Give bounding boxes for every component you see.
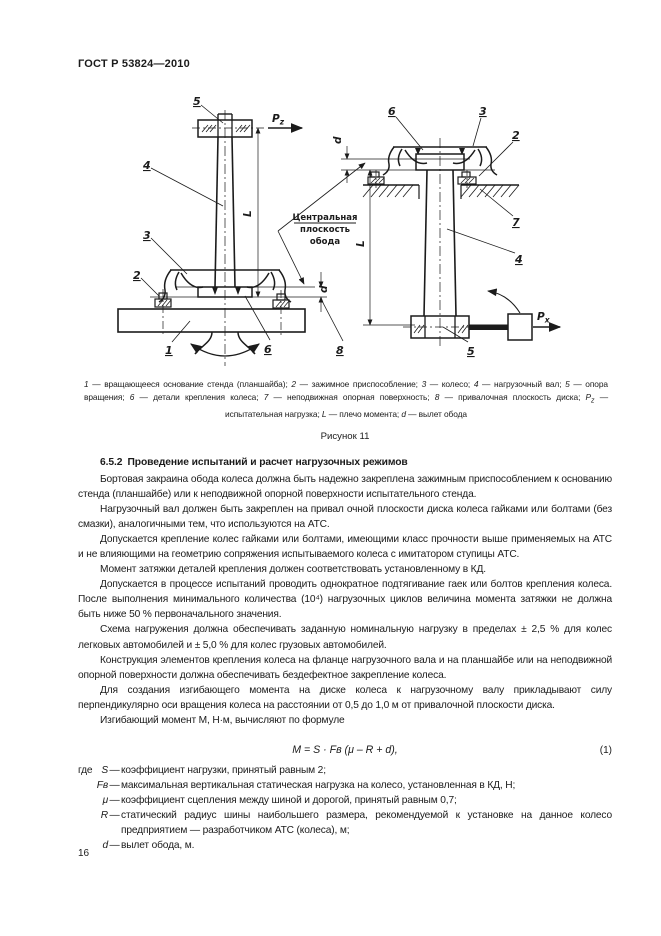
figure-label-2-right: 2	[512, 129, 520, 142]
page-number: 16	[78, 848, 90, 859]
formula-row	[78, 744, 612, 760]
section-title: Проведение испытаний и расчет нагрузочных режимов	[127, 457, 408, 468]
paragraph: Момент затяжки деталей крепления должен соответствовать установленному в КД.	[100, 564, 486, 576]
formula-number: (1)	[599, 745, 612, 756]
formula-definitions	[78, 764, 612, 853]
definition-row: μ — коэффициент сцепления между шиной и дорогой, принятый равным 0,7;	[102, 794, 457, 806]
definition-row: где S — коэффициент нагрузки, принятый равным 2;	[78, 765, 326, 776]
formula-expression: M = S · Fв (μ – R + d),	[292, 744, 398, 756]
left-diagram	[118, 105, 343, 366]
definition-row: Fв — максимальная вертикальная статическая нагрузка на колесо, установленная в КД, Н;	[96, 779, 516, 791]
center-plane-callout	[278, 163, 365, 284]
definition-row: d — вылет обода, м.	[102, 839, 195, 851]
center-plane-label-line2: плоскость	[300, 225, 350, 235]
left-moment-arm-label: L	[242, 210, 254, 217]
figure-title: Рисунок 11	[320, 431, 370, 442]
figure-label-7: 7	[512, 216, 520, 229]
paragraph: Допускается в процессе испытаний проводить однократное подтягивание гаек или болтов крепления колеса. После выполнения минимального количества (10⁴) нагрузочных циклов величина момента затяжки не должна быть ниже 50 % первоначального значения.	[78, 579, 612, 621]
right-rim-offset-label: d	[332, 136, 344, 144]
figure-label-6: 6	[264, 343, 272, 356]
left-rim-offset-label: d	[318, 285, 330, 293]
paragraph: Конструкция элементов крепления колеса на фланце нагрузочного вала и на планшайбе или на неподвижной опорной поверхности должна обеспечивать бездефектное закрепление колеса.	[78, 654, 612, 681]
paragraph: Нагрузочный вал должен быть закреплен на привал очной плоскости диска колеса гайками или болтами (без смазки), аналогичными тем, что используются на АТС.	[78, 504, 612, 531]
paragraph: Изгибающий момент M, Н·м, вычисляют по формуле	[100, 714, 345, 726]
figure-label-4-right: 4	[515, 253, 523, 266]
document-header: ГОСТ Р 53824—2010	[78, 58, 190, 70]
center-plane-label-line1: Центральная	[292, 213, 358, 223]
figure-label-3: 3	[143, 229, 151, 242]
paragraph: Схема нагружения должна обеспечивать заданную номинальную нагрузку в пределах ± 2,5 % для колес легковых автомобилей и ± 5,0 % для колес грузовых автомобилей.	[78, 624, 612, 651]
right-diagram	[341, 117, 560, 348]
paragraph: Для создания изгибающего момента на диске колеса к нагрузочному валу прикладывают силу перпендикулярно оси вращения колеса на расстоянии от 0,5 до 1,0 м от привалочной плоскости диска.	[78, 684, 612, 711]
figure-11-drawing	[75, 84, 635, 374]
figure-label-2: 2	[133, 269, 141, 282]
definition-row: R — статический радиус шины наибольшего размера, рекомендуемой к установке на данное колесо предприятием — разработчиком АТС (колеса), м;	[100, 809, 612, 836]
figure-label-1: 1	[165, 344, 173, 357]
paragraph: Допускается крепление колес гайками или болтами, имеющими класс прочности выше применяемых на АТС и не влияющими на геометрию сопряжения испытываемого колеса с имитатором ступицы АТС.	[78, 534, 612, 561]
px-load-label: $P_x$	[537, 311, 550, 325]
pz-load-label: $P_z$	[272, 113, 285, 127]
figure-label-5: 5	[193, 95, 201, 108]
figure-label-5-right: 5	[467, 345, 475, 358]
paragraph: Бортовая закраина обода колеса должна быть надежно закреплена зажимным приспособлением к основанию стенда (планшайбе) или к неподвижной опорной поверхности испытательного стенда.	[78, 474, 612, 501]
figure-caption: 1 — вращающееся основание стенда (планшайба); 2 — зажимное приспособление; 3 — колесо; 4 — нагрузочный вал; 5 — опора вращения; 6 — детали крепления колеса; 7 — неподвижная опорная поверхность; 8 — привалочная плоскость диска; $P_z$ — испытательная нагрузка; L — плечо момента; d — вылет обода	[84, 379, 608, 419]
figure-label-4: 4	[143, 159, 151, 172]
figure-label-8: 8	[336, 344, 344, 357]
figure-label-6-right: 6	[388, 105, 396, 118]
section-number: 6.5.2	[100, 457, 123, 468]
body-paragraphs	[78, 472, 612, 728]
right-moment-arm-label: L	[355, 240, 367, 247]
figure-label-3-right: 3	[479, 105, 487, 118]
section-heading	[78, 457, 612, 468]
center-plane-label-line3: обода	[309, 237, 341, 247]
